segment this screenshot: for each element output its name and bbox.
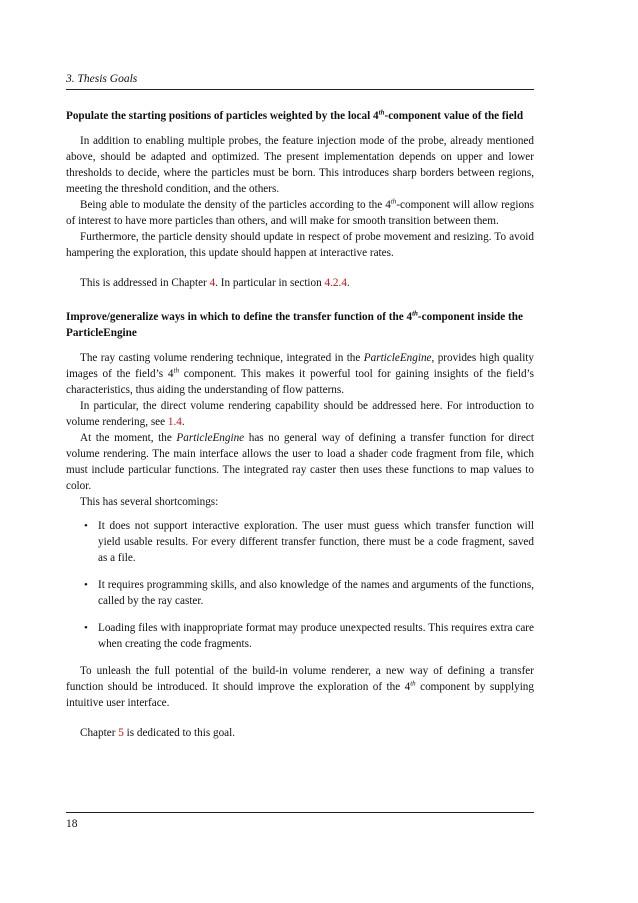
page-number: 18 — [66, 818, 78, 830]
paragraph: In particular, the direct volume rendering capability should be addressed here. For introduction to volume rendering, see 1.4. — [66, 400, 534, 428]
chapter-link[interactable]: 4 — [209, 277, 216, 289]
footer-rule — [66, 812, 534, 813]
goal-heading-transfer-function: Improve/generalize ways in which to define the transfer function of the 4th-component inside the ParticleEngine — [66, 309, 523, 339]
paragraph: Furthermore, the particle density should update in respect of probe movement and resizing. To avoid hampering the exploration, this update should happen at interactive rates. — [66, 231, 534, 259]
list-item: • It requires programming skills, and also knowledge of the names and arguments of the functions, called by the ray caster. — [84, 579, 534, 607]
list-item: • It does not support interactive exploration. The user must guess which transfer function will yield usable results. For every different transfer function, there must be a code fragment, saved as a file. — [84, 520, 534, 564]
list-item: • Loading files with inappropriate format may produce unexpected results. This requires extra care when creating the code fragments. — [84, 622, 534, 650]
paragraph: At the moment, the ParticleEngine has no general way of defining a transfer function for direct volume rendering. The main interface allows the user to load a shader code fragment from file, which must include particular functions. The integrated ray caster then uses these functions to map values to color. — [66, 432, 534, 492]
running-header: 3. Thesis Goals — [66, 73, 138, 85]
section-link[interactable]: 4.2.4 — [324, 277, 347, 289]
paragraph: In addition to enabling multiple probes, the feature injection mode of the probe, already mentioned above, should be adapted and optimized. The present implementation depends on upper and lower thresholds to decide, where the particles must be born. This introduces sharp borders between regions, meeting the threshold condition, and the others. — [66, 135, 534, 195]
section-link[interactable]: 1.4 — [167, 416, 182, 428]
paragraph: Being able to modulate the density of the particles according to the 4th-component will allow regions of interest to have more particles than others, and will make for smooth transition between them. — [66, 197, 534, 227]
bullet-icon: • — [84, 520, 88, 532]
paragraph: The ray casting volume rendering technique, integrated in the ParticleEngine, provides high quality images of the field’s 4th component. This makes it powerful tool for gaining insights of the field’s characteristics, thus aiding the understanding of flow patterns. — [66, 352, 535, 396]
bullet-icon: • — [84, 579, 88, 591]
page-body — [66, 108, 534, 741]
bullet-icon: • — [84, 622, 88, 634]
paragraph: This has several shortcomings: — [80, 496, 219, 508]
shortcomings-list — [66, 518, 534, 652]
chapter-reference: This is addressed in Chapter 4. In particular in section 4.2.4. — [80, 277, 350, 289]
chapter-link[interactable]: 5 — [118, 727, 124, 739]
chapter-reference: Chapter 5 is dedicated to this goal. — [80, 727, 236, 739]
paragraph: To unleash the full potential of the build-in volume renderer, a new way of defining a transfer function should be introduced. It should improve the exploration of the 4th component by supplying intuitive user interface. — [66, 665, 534, 709]
header-rule — [66, 89, 534, 90]
goal-heading-particle-density: Populate the starting positions of particles weighted by the local 4th-component value of the field — [66, 108, 524, 122]
